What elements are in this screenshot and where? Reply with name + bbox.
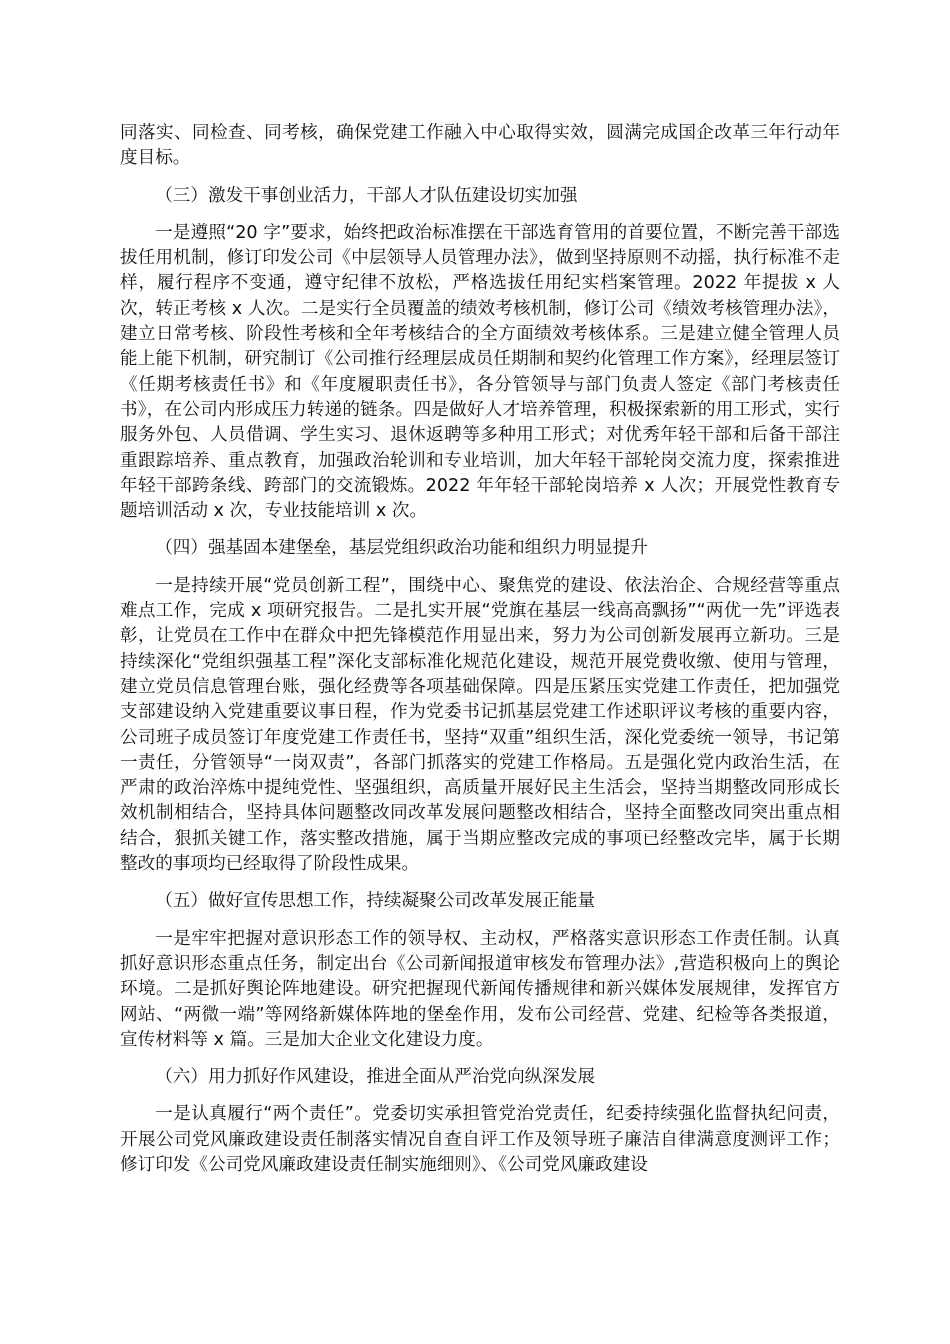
- section-heading-3: （三）激发干事创业活力，干部人才队伍建设切实加强: [155, 185, 578, 206]
- section-heading-5: （五）做好宣传思想工作，持续凝聚公司改革发展正能量: [155, 891, 596, 912]
- section-heading-6: （六）用力抓好作风建设，推进全面从严治党向纵深发展: [155, 1067, 596, 1088]
- section-heading-4: （四）强基固本建堡垒，基层党组织政治功能和组织力明显提升: [155, 538, 648, 559]
- document-body: [120, 121, 840, 1190]
- paragraph-section-6: 一是认真履行“两个责任”。党委切实承担管党治党责任，纪委持续强化监督执纪问责，开展公司党风廉政建设责任制落实情况自查自评工作及领导班子廉洁自律满意度测评工作；修订印发《公司党风廉政建设责任制实施细则》、《公司党风廉政建设: [120, 1104, 840, 1175]
- paragraph-section-5: 一是牢牢把握对意识形态工作的领导权、主动权，严格落实意识形态工作责任制。认真抓好意识形态重点任务，制定出台《公司新闻报道审核发布管理办法》,营造积极向上的舆论环境。二是抓好舆论阵地建设。研究把握现代新闻传播规律和新兴媒体发展规律，发挥官方网站、“两微一端”等网络新媒体阵地的堡垒作用，发布公司经营、党建、纪检等各类报道，宣传材料等 x 篇。三是加大企业文化建设力度。: [120, 928, 840, 1050]
- paragraph-section-3: 一是遵照“20 字”要求，始终把政治标准摆在干部选育管用的首要位置，不断完善干部选拔任用机制，修订印发公司《中层领导人员管理办法》，做到坚持原则不动摇，执行标准不走样，履行程序不变通，遵守纪律不放松，严格选拔任用纪实档案管理。2022 年提拔 x 人次，转正考核 x 人次。二是实行全员覆盖的绩效考核机制，修订公司《绩效考核管理办法》，建立日常考核、阶段性考核和全年考核结合的全方面绩效考核体系。三是建立健全管理人员能上能下机制，研究制订《公司推行经理层成员任期制和契约化管理工作方案》，经理层签订《任期考核责任书》和《年度履职责任书》，各分管领导与部门负责人签定《部门考核责任书》，在公司内形成压力转递的链条。四是做好人才培养管理，积极探索新的用工形式，实行服务外包、人员借调、学生实习、退休返聘等多种用工形式；对优秀年轻干部和后备干部注重跟踪培养、重点教育，加强政治轮训和专业培训，加大年轻干部轮岗交流力度，探索推进年轻干部跨条线、跨部门的交流锻炼。2022 年年轻干部轮岗培养 x 人次；开展党性教育专题培训活动 x 次，专业技能培训 x 次。: [120, 222, 840, 522]
- paragraph-section-4: 一是持续开展“党员创新工程”，围绕中心、聚焦党的建设、依法治企、合规经营等重点难点工作，完成 x 项研究报告。二是扎实开展“党旗在基层一线高高飘扬”“两优一先”评选表彰，让党员在工作中在群众中把先锋模范作用显出来，努力为公司创新发展再立新功。三是持续深化“党组织强基工程”深化支部标准化规范化建设，规范开展党费收缴、使用与管理，建立党员信息管理台账，强化经费等各项基础保障。四是压紧压实党建工作责任，把加强党支部建设纳入党建重要议事日程，作为党委书记抓基层党建工作述职评议考核的重要内容，公司班子成员签订年度党建工作责任书，坚持“双重”组织生活，深化党委统一领导，书记第一责任，分管领导“一岗双责”，各部门抓落实的党建工作格局。五是强化党内政治生活，在严肃的政治淬炼中提纯党性、坚强组织，高质量开展好民主生活会，坚持当期整改同形成长效机制相结合，坚持具体问题整改同改革发展问题整改相结合，坚持全面整改同突出重点相结合，狠抓关键工作，落实整改措施，属于当期应整改完成的事项已经整改完毕，属于长期整改的事项均已经取得了阶段性成果。: [120, 575, 840, 875]
- paragraph-continuation: 同落实、同检查、同考核，确保党建工作融入中心取得实效，圆满完成国企改革三年行动年度目标。: [120, 123, 840, 169]
